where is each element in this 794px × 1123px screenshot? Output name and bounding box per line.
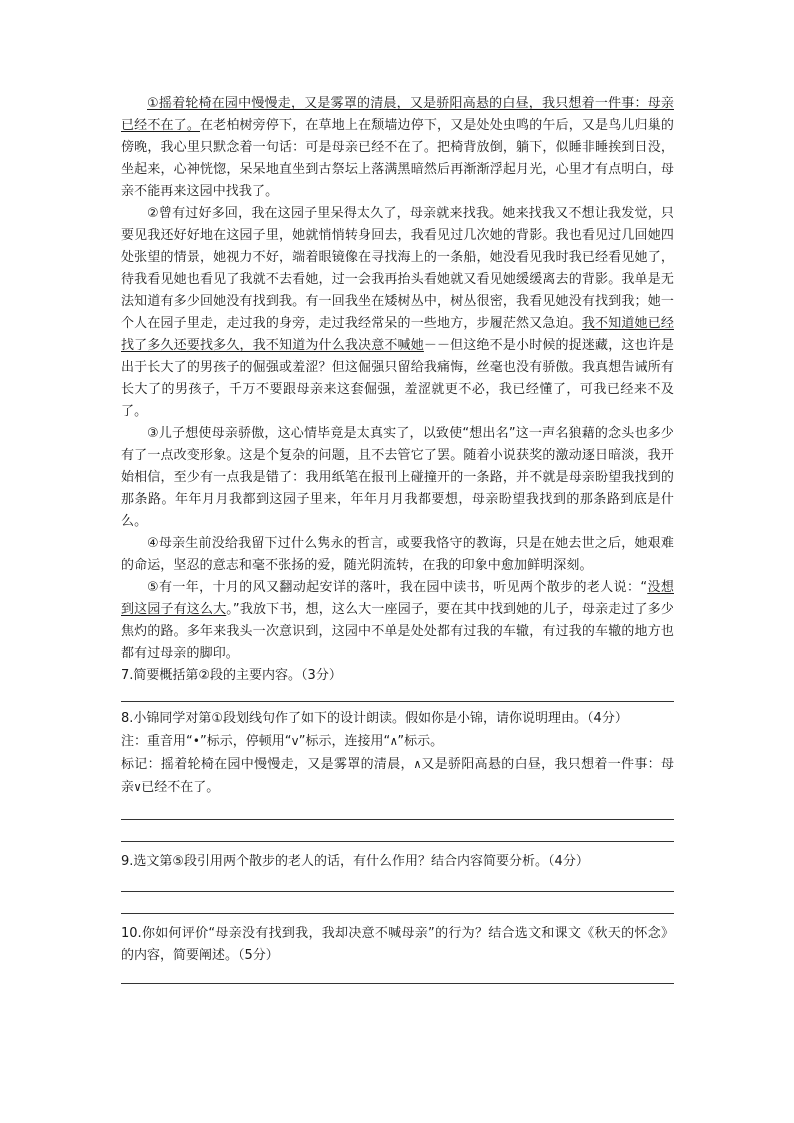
question-8: 8.小锦同学对第①段划线句作了如下的设计朗读。假如你是小锦，请你说明理由。（4分）	[121, 711, 628, 726]
note-text-d: ”标示。	[397, 734, 444, 749]
note-text-a: 注：重音用“	[121, 734, 193, 749]
note-text-b: ”标示，停顿用“	[199, 734, 292, 749]
paragraph-2	[121, 203, 674, 423]
question-9: 9.选文第⑤段引用两个散步的老人的话，有什么作用？结合内容简要分析。（4分）	[121, 854, 589, 869]
marking-text-c: 已经不在了。	[141, 780, 220, 795]
marking-text-b: 又是骄阳高悬的白昼，我只想着一件事：母亲	[121, 757, 674, 795]
marking-text-a: 标记：摇着轮椅在园中慢慢走，又是雾罩的清晨，	[121, 757, 414, 772]
paragraph-5-text-a: ⑤有一年，十月的风又翻动起安详的落叶，我在园中读书，听见两个散步的老人说：“	[147, 580, 648, 595]
paragraph-2-text-a: ②曾有过好多回，我在这园子里呆得太久了，母亲就来找我。她来找我又不想让我发觉，只要见我还好好地在这园子里，她就悄悄转身回去，我看见过几次她的背影。我也看见过几回她四处张望的情景，她视力不好，端着眼镜像在寻找海上的一条船，她没看见我时我已经看见她了，待我看见她也看见了我就不去看她，过一会我再抬头看她就又看见她缓缓离去的背影。我单是无法知道有多少回她没有找到我。有一回我坐在矮树丛中，树丛很密，我看见她没有找到我；她一个人在园子里走，走过我的身旁，走过我经常呆的一些地方，步履茫然又急迫。	[121, 206, 674, 331]
link-mark: ∧	[413, 757, 422, 771]
pause-mark: ∨	[134, 780, 142, 794]
link-mark-symbol: ∧	[390, 734, 398, 748]
question-8-marking	[121, 753, 674, 799]
question-8-note	[121, 730, 674, 753]
answer-line-q10[interactable]	[121, 983, 674, 984]
pause-mark-symbol: v	[291, 734, 299, 748]
paragraph-1-text: 在老柏树旁停下，在草地上在颓墙边停下，又是处处虫鸣的午后，又是鸟儿归巢的傍晚，我心里只默念着一句话：可是母亲已经不在了。把椅背放倒，躺下，似睡非睡挨到日没，坐起来，心神恍惚，呆呆地直坐到古祭坛上落满黑暗然后再渐渐浮起月光，心里才有点明白，母亲不能再来这园中找我了。	[121, 118, 674, 199]
underlined-sentence-1: ①摇着轮椅在园中慢慢走，又是雾罩的清晨，又是骄阳高悬的白昼，我只想着一件事：母亲已经不在了。	[121, 96, 674, 133]
underlined-sentence-2: 我不知道她已经找了多久还要找多久，我不知道为什么我决意不喊她	[121, 316, 674, 353]
note-text-c: ”标示，连接用“	[298, 734, 391, 749]
answer-line-q8-1[interactable]	[121, 819, 674, 820]
paragraph-1	[121, 93, 674, 203]
paragraph-5-text-b: 。”我放下书，想，这么大一座园子，要在其中找到她的儿子，母亲走过了多少焦灼的路。多年来我头一次意识到，这园中不单是处处都有过我的车辙，有过我的车辙的地方也都有过母亲的脚印。	[121, 602, 674, 661]
paragraph-2-text-b: －－但这绝不是小时候的捉迷藏，这也许是出于长大了的男孩子的倔强或羞涩？但这倔强只留给我痛悔，丝毫也没有骄傲。我真想告诫所有长大了的男孩子，千万不要跟母亲来这套倔强，羞涩就更不必，我已经懂了，可我已经来不及了。	[121, 338, 674, 419]
answer-line-q8-2[interactable]	[121, 841, 674, 842]
stress-mark-symbol: •	[192, 734, 200, 748]
paragraph-4: ④母亲生前没给我留下过什么隽永的哲言，或要我恪守的教诲，只是在她去世之后，她艰难的命运，坚忍的意志和毫不张扬的爱，随光阴流转，在我的印象中愈加鲜明深刻。	[121, 536, 674, 573]
answer-line-q9-2[interactable]	[121, 913, 674, 914]
question-7: 7.简要概括第②段的主要内容。（3分）	[121, 668, 342, 683]
paragraph-5	[121, 577, 674, 665]
answer-line-q7[interactable]	[121, 701, 674, 702]
paragraph-3: ③儿子想使母亲骄傲，这心情毕竟是太真实了，以致使“想出名”这一声名狼藉的念头也多少有了一点改变形象。这是个复杂的问题，且不去管它了罢。随着小说获奖的激动逐日暗淡，我开始相信，至少有一点我是错了：我用纸笔在报刊上碰撞开的一条路，并不就是母亲盼望我找到的那条路。年年月月我都到这园子里来，年年月月我都要想，母亲盼望我找到的那条路到底是什么。	[121, 426, 674, 529]
question-10: 10.你如何评价“母亲没有找到我，我却决意不喊母亲”的行为？结合选文和课文《秋天的怀念》的内容，简要阐述。（5分）	[121, 926, 674, 963]
underlined-quote: 没想到这园子有这么大	[121, 580, 674, 617]
reading-section	[121, 93, 674, 984]
answer-line-q9-1[interactable]	[121, 891, 674, 892]
